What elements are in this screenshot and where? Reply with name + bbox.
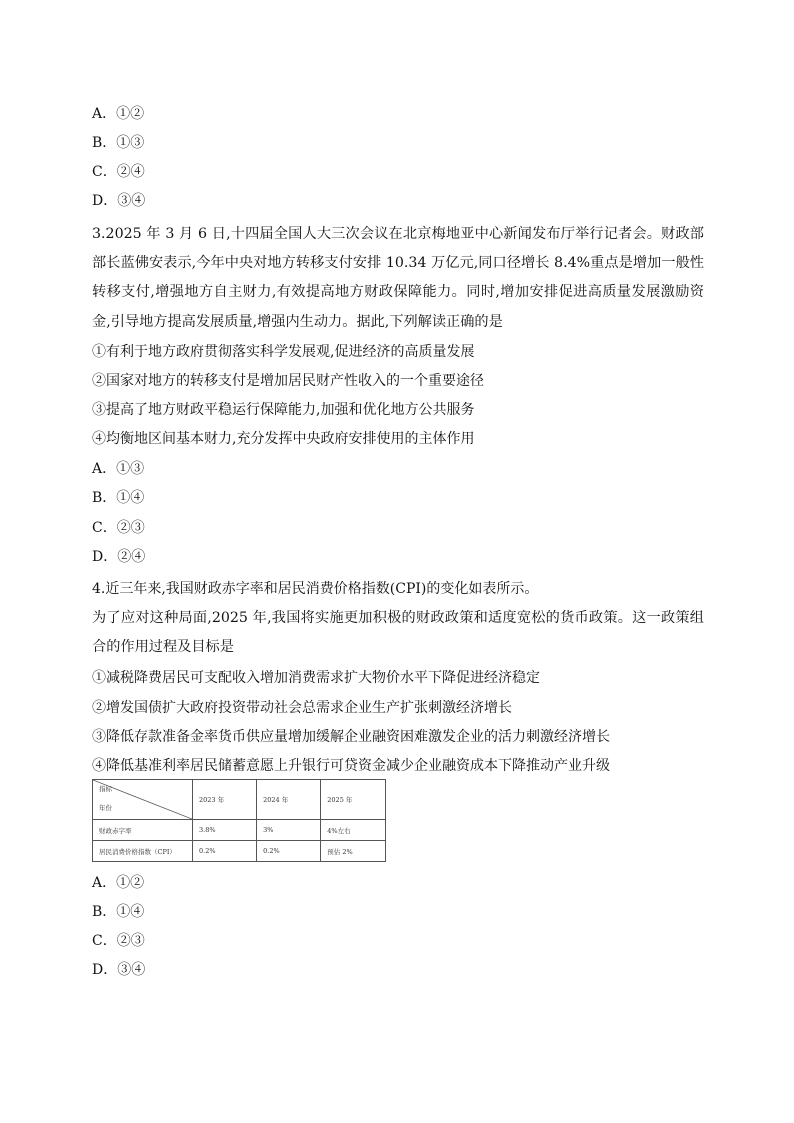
table-header-cell: 2025 年	[321, 780, 386, 820]
option-value: ②④	[117, 549, 146, 565]
q4-statement-2: ②增发国债扩大政府投资带动社会总需求企业生产扩张刺激经济增长	[92, 700, 512, 716]
q4-intro: 4.近三年来,我国财政赤字率和居民消费价格指数(CPI)的变化如表所示。	[92, 581, 539, 597]
option-letter: C．	[92, 933, 117, 949]
option-value: ③④	[117, 193, 146, 209]
q2-option-b	[92, 133, 144, 153]
q3-option-a	[92, 459, 144, 479]
option-value: ②④	[116, 164, 145, 180]
q4-statement-4: ④降低基准利率居民储蓄意愿上升银行可贷资金减少企业融资成本下降推动产业升级	[92, 758, 610, 774]
option-letter: A．	[92, 461, 117, 477]
q2-option-a	[92, 104, 144, 124]
q3-statement-3: ③提高了地方财政平稳运行保障能力,加强和优化地方公共服务	[92, 402, 475, 418]
table-cell: 4%左右	[321, 820, 386, 841]
option-value: ①③	[116, 461, 145, 477]
table-cell: 预估 2%	[321, 841, 386, 862]
q4-statement-3: ③降低存款准备金率货币供应量增加缓解企业融资困难激发企业的活力刺激经济增长	[92, 729, 610, 745]
q3-statement-2: ②国家对地方的转移支付是增加居民财产性收入的一个重要途径	[92, 373, 484, 389]
q3-stem: 3.2025 年 3 月 6 日,十四届全国人大三次会议在北京梅地亚中心新闻发布厅举行记者会。财政部部长蓝佛安表示,今年中央对地方转移支付安排 10.34 万亿元,同口径增长 8.4%重点是增加一般性转移支付,增强地方自主财力,有效提高地方财政保障能力。同时,增加安排促进高质量发展激励资金,引导地方提高发展质量,增强内生动力。据此,下列解读正确的是	[92, 226, 704, 330]
option-letter: B．	[92, 904, 117, 920]
table-row-label: 居民消费价格指数（CPI）	[93, 841, 193, 862]
q3-statement-4: ④均衡地区间基本财力,充分发挥中央政府安排使用的主体作用	[92, 431, 475, 447]
option-letter: D．	[92, 962, 118, 978]
table-row-label: 财政赤字率	[93, 820, 193, 841]
corner-label-year: 年份	[99, 804, 112, 812]
table-row	[93, 841, 386, 862]
option-value: ①②	[116, 106, 145, 122]
q4-option-d	[92, 960, 145, 980]
option-letter: B．	[92, 490, 117, 506]
table-corner-cell	[93, 780, 193, 820]
option-value: ②③	[116, 933, 145, 949]
table-header-cell: 2023 年	[193, 780, 257, 820]
option-value: ①④	[116, 490, 145, 506]
table-cell: 3.8%	[193, 820, 257, 841]
option-value: ①③	[116, 135, 145, 151]
option-letter: C．	[92, 164, 117, 180]
option-letter: A．	[92, 875, 117, 891]
table-header-row	[93, 780, 386, 820]
q3-option-d	[92, 547, 145, 567]
table-cell: 0.2%	[257, 841, 321, 862]
option-letter: D．	[92, 193, 118, 209]
table-cell: 3%	[257, 820, 321, 841]
q3-statement-1: ①有利于地方政府贯彻落实科学发展观,促进经济的高质量发展	[92, 344, 475, 360]
option-value: ①②	[116, 875, 145, 891]
table-row	[93, 820, 386, 841]
q2-option-d	[92, 191, 145, 211]
fiscal-cpi-table	[92, 779, 386, 862]
q4-option-c	[92, 931, 145, 951]
q4-statement-1: ①减税降费居民可支配收入增加消费需求扩大物价水平下降促进经济稳定	[92, 670, 540, 686]
q3-option-b	[92, 488, 144, 508]
option-letter: C．	[92, 520, 117, 536]
option-value: ②③	[116, 520, 145, 536]
option-letter: B．	[92, 135, 117, 151]
option-value: ③④	[117, 962, 146, 978]
q2-option-c	[92, 162, 145, 182]
q4-option-b	[92, 902, 144, 922]
option-value: ①④	[116, 904, 145, 920]
table-header-cell: 2024 年	[257, 780, 321, 820]
table-cell: 0.2%	[193, 841, 257, 862]
corner-label-indicator: 指标	[99, 785, 112, 793]
option-letter: A．	[92, 106, 117, 122]
q3-option-c	[92, 518, 145, 538]
q4-option-a	[92, 873, 144, 893]
q4-stem: 为了应对这种局面,2025 年,我国将实施更加积极的财政政策和适度宽松的货币政策。这一政策组合的作用过程及目标是	[92, 610, 704, 656]
option-letter: D．	[92, 549, 118, 565]
